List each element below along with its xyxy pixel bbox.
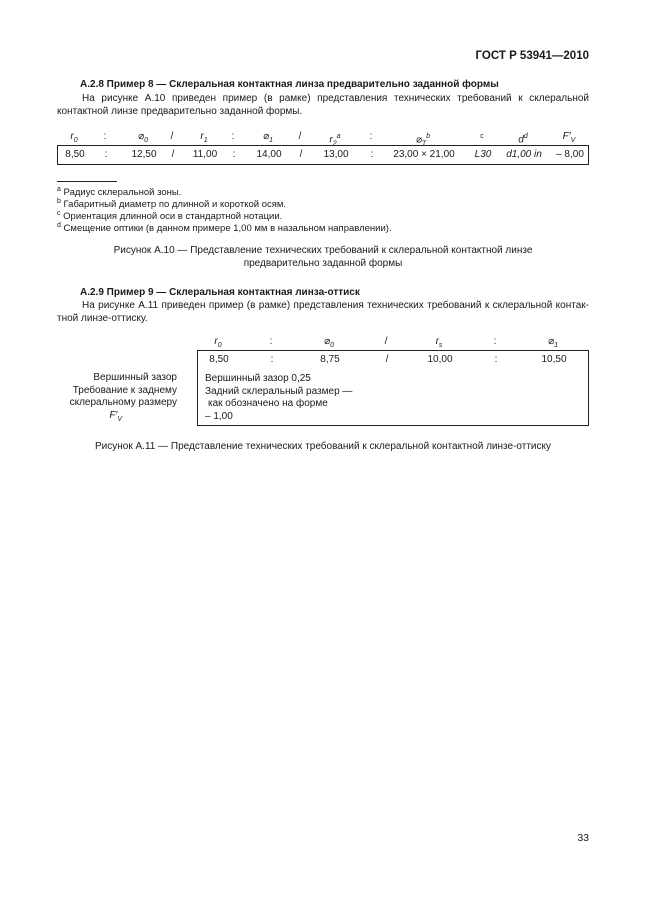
header-slash: / (170, 131, 174, 142)
value-decentration: d1,00 in (506, 149, 542, 160)
header-d: $d^d$ (518, 133, 528, 146)
value-slash: / (171, 149, 175, 160)
header-diam1: $⌀_1$ (263, 131, 273, 144)
paragraph-line: На рисунке А.10 приведен пример (в рамке) представления технических требований к склеральной (82, 93, 589, 104)
figure-a10-caption (57, 244, 589, 270)
value-diam1: 10,50 (541, 354, 567, 365)
footnote-b: $^b$ Габаритный диаметр по длинной и короткой осям. (57, 198, 287, 211)
value-slash: / (385, 354, 389, 365)
header-colon: : (369, 131, 373, 142)
section-title-a28: А.2.8 Пример 8 — Склеральная контактная линза предварительно заданной формы (80, 79, 499, 90)
footnote-d: $^d$ Смещение оптики (в данном примере 1,00 мм в назальном направлении). (57, 222, 392, 235)
value-colon: : (232, 149, 236, 160)
box-line: Вершинный зазор 0,25 (205, 373, 311, 384)
header-r0: $r_0$ (70, 131, 78, 144)
header-diam0: $⌀_0$ (138, 131, 148, 144)
figure-a11-caption: Рисунок А.11 — Представление технических требований к склеральной контактной линзе-оттиску (95, 441, 551, 452)
value-r0: 8,50 (209, 354, 229, 365)
value-r1: 11,00 (192, 149, 218, 160)
paragraph-line: контактной линзе предварительно заданной формы. (57, 106, 303, 117)
header-rs: $r_s$ (435, 336, 443, 349)
header-r0: $r_0$ (214, 336, 222, 349)
table11-box-text (205, 373, 352, 423)
value-diam0: 12,50 (131, 149, 157, 160)
paragraph-line: тной линзе-оттиску. (57, 313, 148, 324)
label-FV: $F'_V$ (109, 409, 122, 423)
value-colon: : (104, 149, 108, 160)
box-line: как обозначено на форме (208, 398, 328, 409)
table11-left-labels (57, 372, 177, 426)
table11-value-box (197, 350, 589, 426)
value-colon: : (494, 354, 498, 365)
header-colon: : (103, 131, 107, 142)
header-r1: $r_1$ (200, 131, 208, 144)
footnote-mark: c (480, 133, 484, 140)
table11-header-row (197, 334, 587, 350)
footnote-a: $^a$ Радиус склеральной зоны. (57, 186, 182, 199)
header-FV: $F'_V$ (562, 131, 576, 144)
caption-line: Рисунок А.10 — Представление технических требований к склеральной контактной линзе (113, 245, 533, 256)
footnote-divider (57, 181, 117, 182)
label-line: Вершинный зазор (93, 372, 177, 383)
label-line: склеральному размеру (69, 397, 177, 408)
value-rs: 10,00 (427, 354, 453, 365)
table10-header-row (57, 129, 589, 148)
value-diam0: 8,75 (320, 354, 340, 365)
page-number: 33 (577, 832, 589, 844)
section-paragraph-a29 (57, 299, 589, 325)
header-diam0: $⌀_0$ (324, 336, 334, 349)
header-colon: : (231, 131, 235, 142)
box-line: Задний склеральный размер — (205, 385, 353, 397)
header-r2: $r_2^a$ (329, 133, 341, 148)
section-paragraph-a28 (57, 92, 589, 118)
table10-value-box (57, 145, 589, 165)
value-r0: 8,50 (65, 149, 85, 160)
value-r2: 13,00 (323, 149, 349, 160)
value-diamT: 23,00 × 21,00 (393, 149, 455, 160)
header-diamT: $⌀_T^b$ (415, 133, 431, 148)
value-colon: : (370, 149, 374, 160)
value-FV: – 8,00 (556, 149, 584, 160)
header-colon: : (269, 336, 273, 347)
value-diam1: 14,00 (256, 149, 282, 160)
value-colon: : (270, 354, 274, 365)
section-title-a29: А.2.9 Пример 9 — Склеральная контактная линза-оттиск (80, 287, 360, 298)
paragraph-line: На рисунке А.11 приведен пример (в рамке) представления технических требований к склеральной контак- (82, 300, 589, 311)
box-line: – 1,00 (205, 410, 233, 422)
standard-number: ГОСТ Р 53941—2010 (475, 50, 589, 62)
label-line: Требование к заднему (72, 384, 177, 396)
value-axis-orientation: L30 (474, 149, 492, 160)
caption-line: предварительно заданной формы (243, 258, 403, 269)
table11-value-row (198, 352, 588, 368)
header-diam1: $⌀_1$ (548, 336, 558, 349)
header-slash: / (384, 336, 388, 347)
header-colon: : (493, 336, 497, 347)
value-slash: / (299, 149, 303, 160)
footnote-c: $^c$ Ориентация длинной оси в стандартной нотации. (57, 210, 283, 223)
header-slash: / (298, 131, 302, 142)
